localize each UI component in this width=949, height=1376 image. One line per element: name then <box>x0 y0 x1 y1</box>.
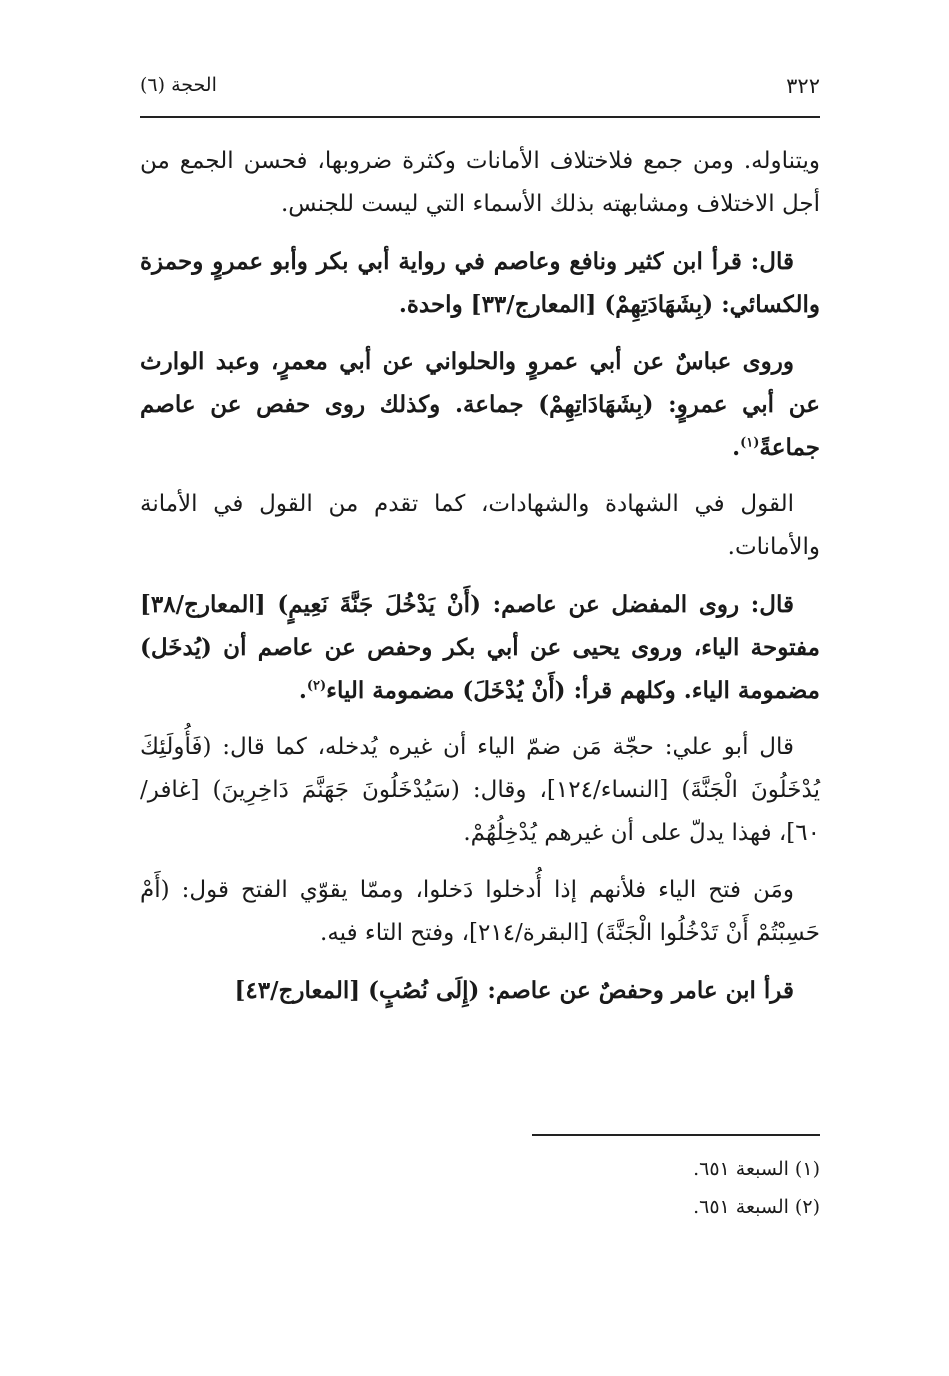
running-title: الحجة (٦) <box>140 74 217 96</box>
paragraph-1: ويتناوله. ومن جمع فلاختلاف الأمانات وكثرة ضروبها، فحسن الجمع من أجل الاختلاف ومشابهته بذلك الأسماء التي ليست للجنس. <box>140 148 820 217</box>
footnote-divider <box>532 1134 820 1136</box>
paragraph-5: قال: روى المفضل عن عاصم: (أَنْ يَدْخُلَ جَنَّةَ نَعِيمٍ) [المعارج/٣٨] مفتوحة الياء، وروى يحيى عن أبي بكر وحفص عن عاصم أن (يُدخَل) مضمومة الياء. وكلهم قرأ: (أَنْ يُدْخَلَ) مضمومة الياء$^{(٢)}$. <box>140 591 820 704</box>
paragraph-4: القول في الشهادة والشهادات، كما تقدم من القول في الأمانة والأمانات. <box>140 491 820 560</box>
paragraph-2: قال: قرأ ابن كثير ونافع وعاصم في رواية أبي بكر وأبو عمروٍ وحمزة والكسائي: (بِشَهَادَتِهِمْ) [المعارج/٣٣] واحدة. <box>140 248 820 318</box>
footnote-1: (١) السبعة ٦٥١. <box>693 1158 820 1180</box>
page-number: ٣٢٢ <box>786 74 820 98</box>
page-header <box>140 66 820 106</box>
footnote-marker-2[interactable]: (٢) <box>306 678 327 694</box>
paragraph-7: ومَن فتح الياء فلأنهم إذا أُدخلوا دَخلوا، وممّا يقوّي الفتح قول: (أَمْ حَسِبْتُمْ أَنْ تَدْخُلُوا الْجَنَّةَ) [البقرة/٢١٤]، وفتح التاء فيه. <box>140 877 820 946</box>
paragraph-6: قال أبو علي: حجّة مَن ضمّ الياء أن غيره يُدخله، كما قال: (فَأُولَئِكَ يُدْخَلُونَ الْجَنَّةَ) [النساء/١٢٤]، وقال: (سَيُدْخَلُونَ جَهَنَّمَ دَاخِرِينَ) [غافر/٦٠]، فهذا يدلّ على أن غيرهم يُدْخِلُهُمْ. <box>140 734 820 846</box>
paragraph-3: وروى عباسٌ عن أبي عمروٍ والحلواني عن أبي معمرٍ، وعبد الوارث عن أبي عمروٍ: (بِشَهَادَاتِهِمْ) جماعة. وكذلك روى حفص عن عاصم جماعةً$^{(١)}$. <box>140 348 820 461</box>
footnote-marker-1[interactable]: (١) <box>740 435 760 451</box>
paragraph-8: قرأ ابن عامر وحفصٌ عن عاصم: (إِلَى نُصُبٍ) [المعارج/٤٣] <box>234 977 794 1004</box>
main-text <box>140 140 820 1026</box>
footnote-2: (٢) السبعة ٦٥١. <box>693 1196 820 1218</box>
footnotes <box>140 1150 820 1226</box>
header-divider <box>140 116 820 118</box>
